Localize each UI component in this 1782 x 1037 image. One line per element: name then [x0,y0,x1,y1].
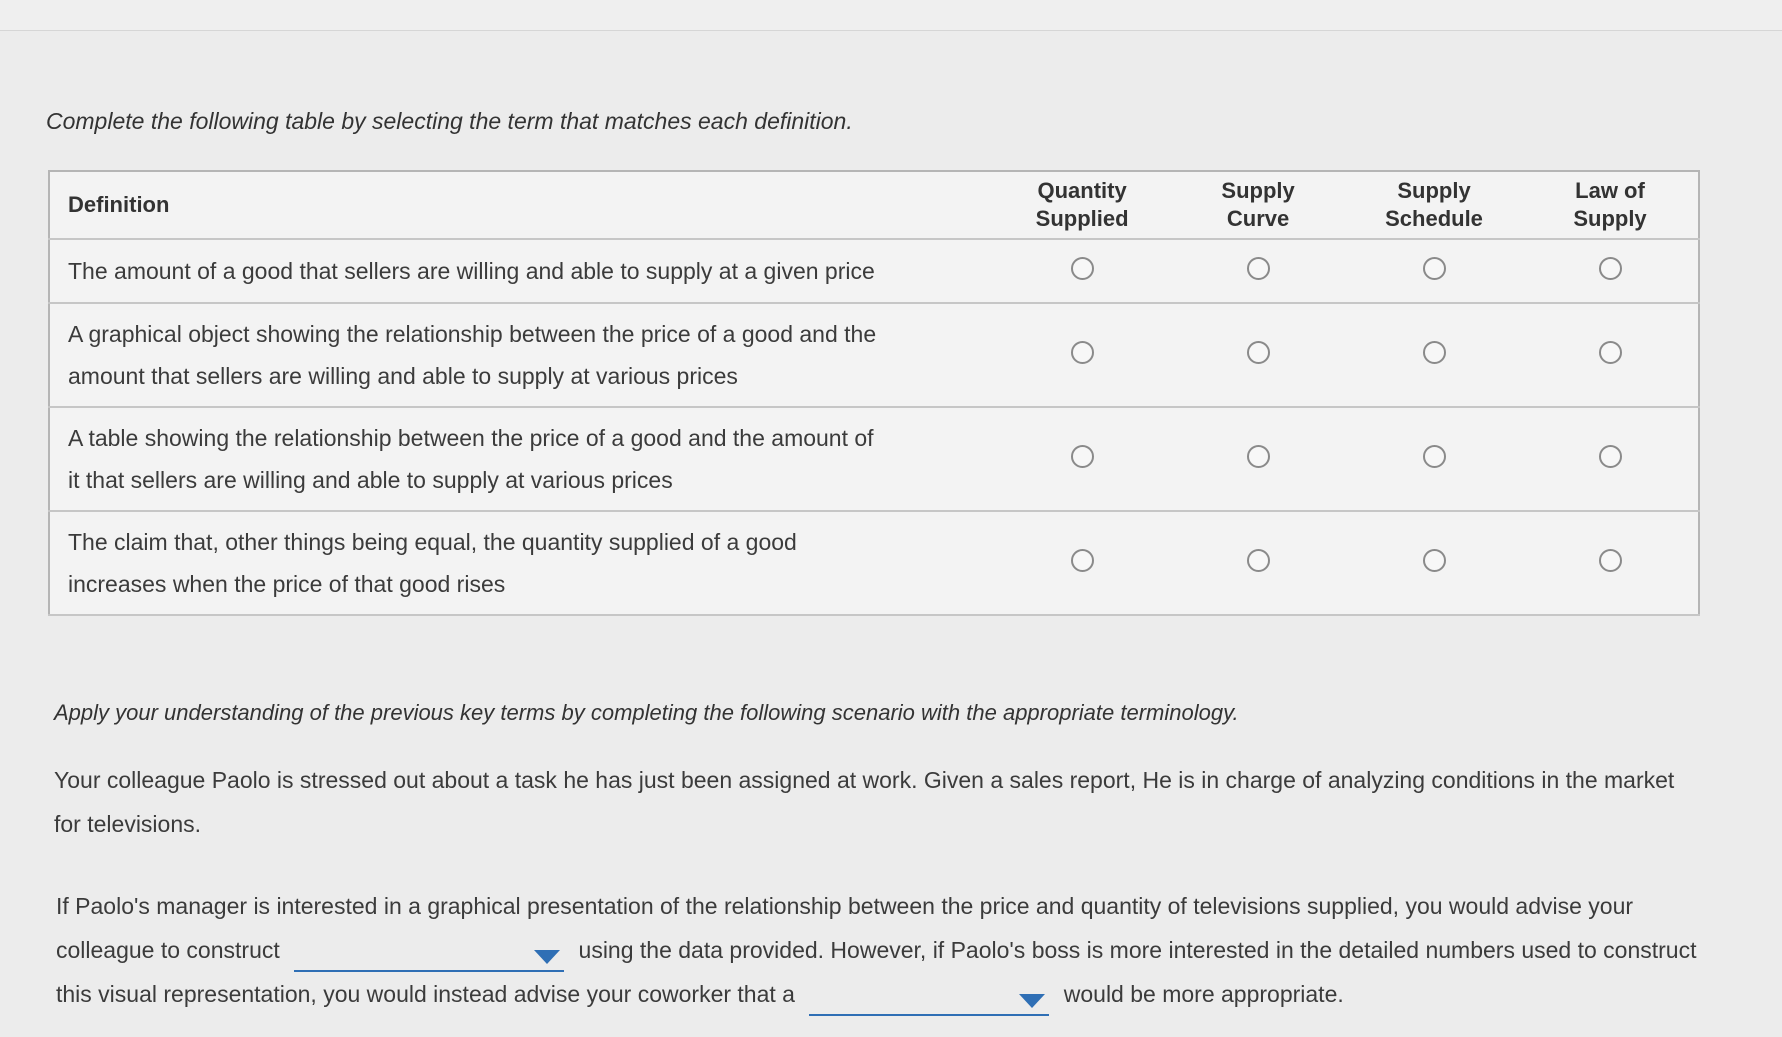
table-row [49,511,1699,615]
radio-supply-curve[interactable] [1247,549,1270,572]
definition-cell: The amount of a good that sellers are willing and able to supply at a given price [49,239,994,303]
table-header-row [49,171,1699,239]
table-row [49,303,1699,407]
radio-supply-curve[interactable] [1247,257,1270,280]
table-row [49,407,1699,511]
column-header-supply-schedule: Supply Schedule [1346,171,1522,239]
column-header-law-of-supply: Law of Supply [1522,171,1699,239]
radio-law-of-supply[interactable] [1599,549,1622,572]
top-border [0,0,1782,31]
radio-supply-schedule[interactable] [1423,445,1446,468]
fill-in-question [56,884,1716,1016]
radio-supply-curve[interactable] [1247,341,1270,364]
radio-supply-schedule[interactable] [1423,341,1446,364]
definition-cell: The claim that, other things being equal, the quantity supplied of a good increases when the price of that good rises [49,511,994,615]
radio-supply-schedule[interactable] [1423,257,1446,280]
dropdown-appropriate[interactable] [809,984,1049,1016]
question-part-2: using the data provided. However, if Paolo's boss is more interested in the detailed numbers used to construct this visual representation, you would instead advise your coworker that a [56,937,1697,1007]
dropdown-arrow-icon [534,950,560,964]
radio-supply-curve[interactable] [1247,445,1270,468]
definition-cell: A table showing the relationship between the price of a good and the amount of it that sellers are willing and able to supply at various prices [49,407,994,511]
radio-law-of-supply[interactable] [1599,445,1622,468]
radio-quantity-supplied[interactable] [1071,341,1094,364]
table-row [49,239,1699,303]
definition-column-header: Definition [49,171,994,239]
question-part-1: If Paolo's manager is interested in a graphical presentation of the relationship between the price and quantity of televisions supplied, you would advise your colleague to construct [56,893,1634,963]
radio-law-of-supply[interactable] [1599,257,1622,280]
radio-supply-schedule[interactable] [1423,549,1446,572]
column-header-quantity-supplied: Quantity Supplied [994,171,1170,239]
radio-quantity-supplied[interactable] [1071,445,1094,468]
instruction-text: Complete the following table by selecting the term that matches each definition. [46,108,853,134]
scenario-body-text: Your colleague Paolo is stressed out about a task he has just been assigned at work. Given a sales report, He is in charge of analyzing conditions in the market for televisions. [54,767,1675,837]
radio-law-of-supply[interactable] [1599,341,1622,364]
dropdown-arrow-icon [1019,994,1045,1008]
definition-table [48,170,1700,616]
definition-cell: A graphical object showing the relationship between the price of a good and the amount that sellers are willing and able to supply at various prices [49,303,994,407]
question-part-3: would be more appropriate. [1063,981,1344,1007]
scenario-lead-text: Apply your understanding of the previous key terms by completing the following scenario with the appropriate terminology. [54,700,1239,725]
radio-quantity-supplied[interactable] [1071,549,1094,572]
dropdown-construct[interactable] [294,940,564,972]
radio-quantity-supplied[interactable] [1071,257,1094,280]
column-header-supply-curve: Supply Curve [1170,171,1346,239]
